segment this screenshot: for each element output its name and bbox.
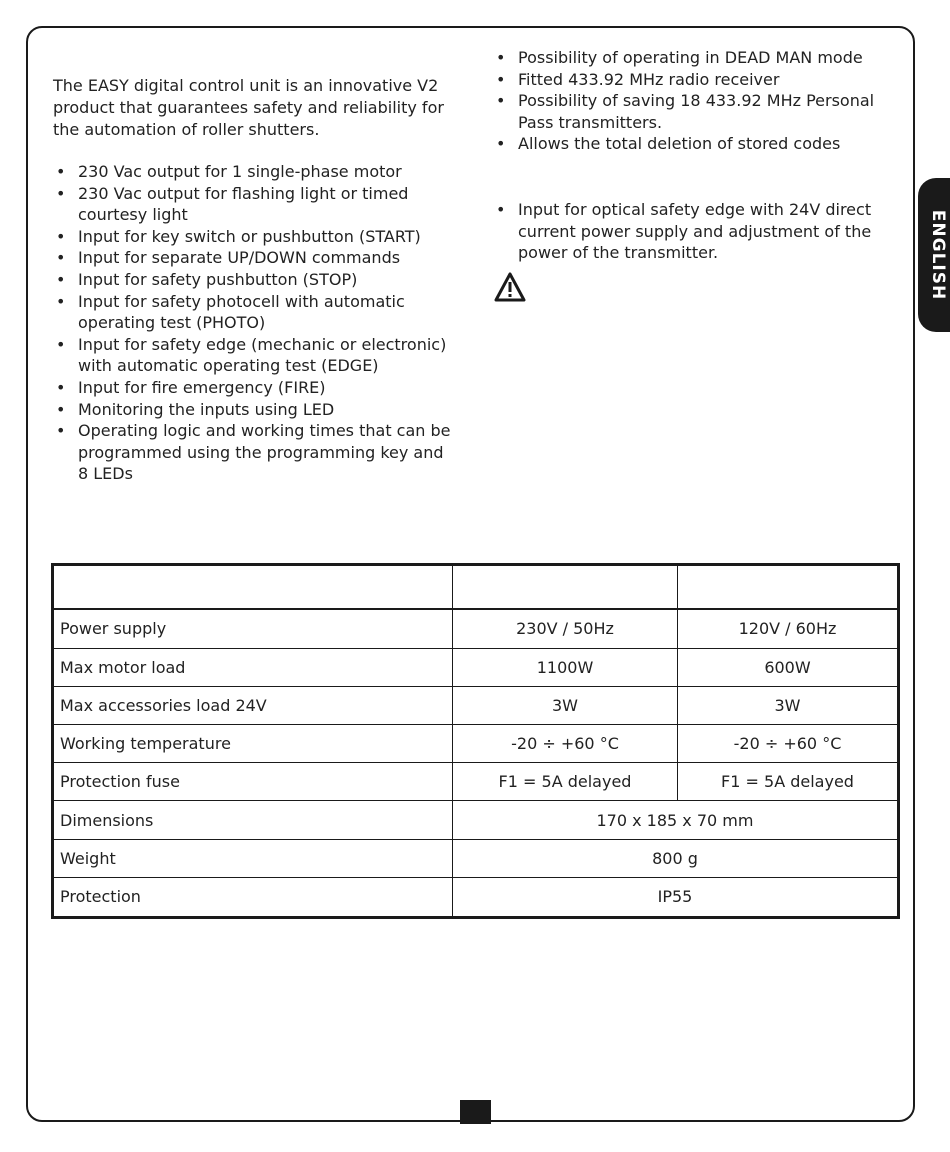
table-row [53,877,899,917]
table-row [53,801,899,839]
list-item: • Input for separate UP/DOWN commands [53,247,453,269]
list-item: • Input for fire emergency (FIRE) [53,377,453,399]
table-cell: 230V / 50Hz [453,609,678,648]
list-item: • Input for key switch or pushbutton (START) [53,226,453,248]
list-item: • 230 Vac output for 1 single-phase motor [53,161,453,183]
table-row [53,839,899,877]
table-cell-label: Max accessories load 24V [53,686,453,724]
table-row [53,725,899,763]
table-header-row [53,565,899,610]
language-tab [918,178,950,332]
warning-icon [493,271,527,303]
page-number-tab [460,1100,491,1124]
feature-list [53,161,453,485]
table-row [53,648,899,686]
table-cell-label: Weight [53,839,453,877]
optical-edge-list [493,199,878,264]
list-item: • Monitoring the inputs using LED [53,399,453,421]
table-cell-label: Dimensions [53,801,453,839]
table-cell-label: Power supply [53,609,453,648]
table-cell: 170 x 185 x 70 mm [453,801,899,839]
feature-list-right [493,47,878,155]
list-item: • 230 Vac output for flashing light or timed courtesy light [53,183,453,226]
table-header-cell [678,565,899,610]
table-cell-label: Protection fuse [53,763,453,801]
intro-paragraph: The EASY digital control unit is an innovative V2 product that guarantees safety and reliability for the automation of roller shutters. [53,76,444,139]
table-header-cell [53,565,453,610]
table-cell: F1 = 5A delayed [453,763,678,801]
table-cell: 800 g [453,839,899,877]
table-cell: 3W [678,686,899,724]
table-cell: -20 ÷ +60 °C [453,725,678,763]
table-cell-label: Working temperature [53,725,453,763]
list-item: • Input for safety photocell with automatic operating test (PHOTO) [53,291,453,334]
table-row [53,763,899,801]
table-cell: -20 ÷ +60 °C [678,725,899,763]
table-row [53,686,899,724]
table-header-cell [453,565,678,610]
table-cell-label: Protection [53,877,453,917]
table-cell: 600W [678,648,899,686]
list-item: • Input for safety pushbutton (STOP) [53,269,453,291]
list-item: • Input for optical safety edge with 24V direct current power supply and adjustment of the power of the transmitter. [493,199,878,264]
table-cell: 120V / 60Hz [678,609,899,648]
list-item: • Allows the total deletion of stored codes [493,133,878,155]
list-item: • Operating logic and working times that can be programmed using the programming key and 8 LEDs [53,420,453,485]
list-item: • Possibility of saving 18 433.92 MHz Personal Pass transmitters. [493,90,878,133]
list-item: • Input for safety edge (mechanic or electronic) with automatic operating test (EDGE) [53,334,453,377]
list-item: • Fitted 433.92 MHz radio receiver [493,69,878,91]
specifications-table [51,563,900,919]
table-cell: F1 = 5A delayed [678,763,899,801]
list-item: • Possibility of operating in DEAD MAN mode [493,47,878,69]
table-cell-label: Max motor load [53,648,453,686]
language-tab-label: ENGLISH [928,209,948,301]
table-cell: 3W [453,686,678,724]
table-row [53,609,899,648]
table-cell: 1100W [453,648,678,686]
table-cell: IP55 [453,877,899,917]
